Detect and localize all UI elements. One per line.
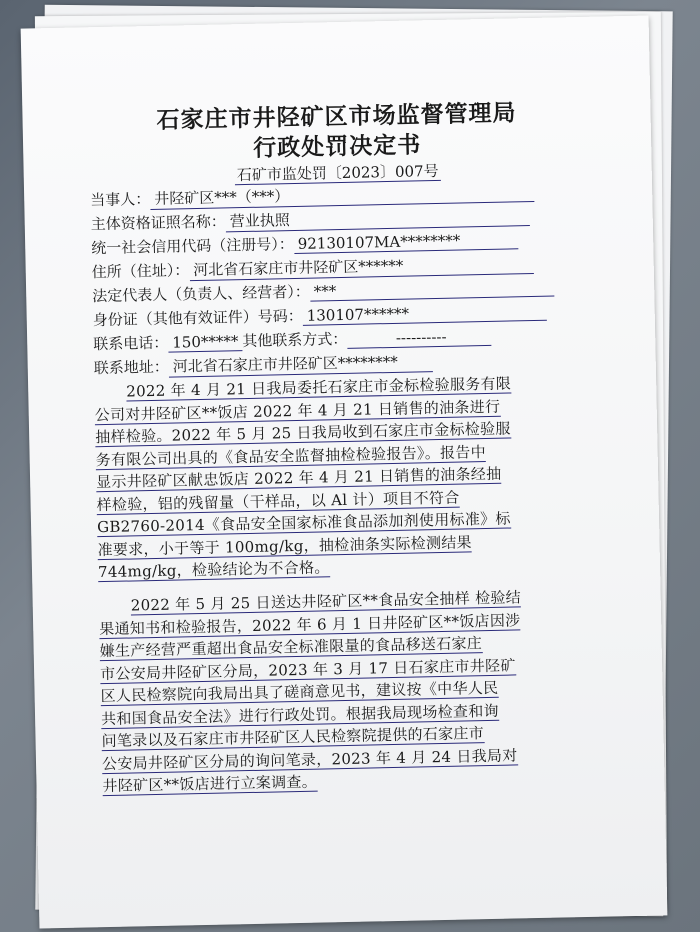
document-page bbox=[21, 16, 668, 929]
paragraph-inspection: 2022 年 4 月 21 日我局委托石家庄市金标检验服务有限 公司对井陉矿区**饭店 2022 年 4 月 21 日销售的油条进行 抽样检验。2022 年 5 月 25 日我局收到石家庄市金标检验服 务有限公司出具的《食品安全监督抽检检验报告》。报告中 显示井陉矿区献忠饭店 2022 年 4 月 21 日销售的油条经抽 样检验，铝的残留量（干样品，以 Al 计）项目不符合 GB2760-2014《食品安全国家标准食品添加剂使用标准》标 准要求，小于等于 100mg/kg，抽检油条实际检测结果 744mg/kg，检验结论为不合格。 bbox=[94, 374, 512, 582]
document-subtitle: 行政处罚决定书 bbox=[252, 131, 422, 162]
document-title: 石家庄市井陉矿区市场监督管理局 bbox=[156, 99, 517, 134]
field-phone: 联系电话： 150***** 其他联系方式： ---------- bbox=[93, 325, 491, 354]
document-number: 石矿市监处罚〔2023〕007号 bbox=[24, 155, 652, 189]
field-address: 住所（住址）： 河北省石家庄市井陉矿区****** bbox=[92, 252, 534, 283]
field-party: 当事人： 井陉矿区***（***） bbox=[90, 180, 534, 211]
field-license-name: 主体资格证照名称： 营业执照 bbox=[91, 204, 530, 235]
field-legal-representative: 法定代表人（负责人、经营者）： *** bbox=[92, 276, 554, 307]
paragraph-case-filing: 2022 年 5 月 25 日送达井陉矿区**食品安全抽样 检验结 果通知书和检验报告，2022 年 6 月 1 日井陉矿区**饭店因涉 嫌生产经营严重超出食品安全标准限量的食品移送石家庄 市公安局井陉矿区分局，2023 年 3 月 17 日石家庄市井陉矿 区人民检察院向我局出具了磋商意见书，建议按《中华人民 共和国食品安全法》进行行政处罚。根据我局现场检查和询 问笔录以及石家庄市井陉矿区人民检察院提供的石家庄市 公安局井陉矿区分局的询问笔录，2023 年 4 月 24 日我局对 井陉矿区**饭店进行立案调查。 bbox=[99, 588, 522, 796]
field-id-number: 身份证（其他有效证件）号码： 130107****** bbox=[93, 300, 547, 331]
field-credit-code: 统一社会信用代码（注册号）： 92130107MA******** bbox=[91, 228, 518, 258]
field-contact-address: 联系地址： 河北省石家庄市井陉矿区******** bbox=[94, 350, 433, 379]
